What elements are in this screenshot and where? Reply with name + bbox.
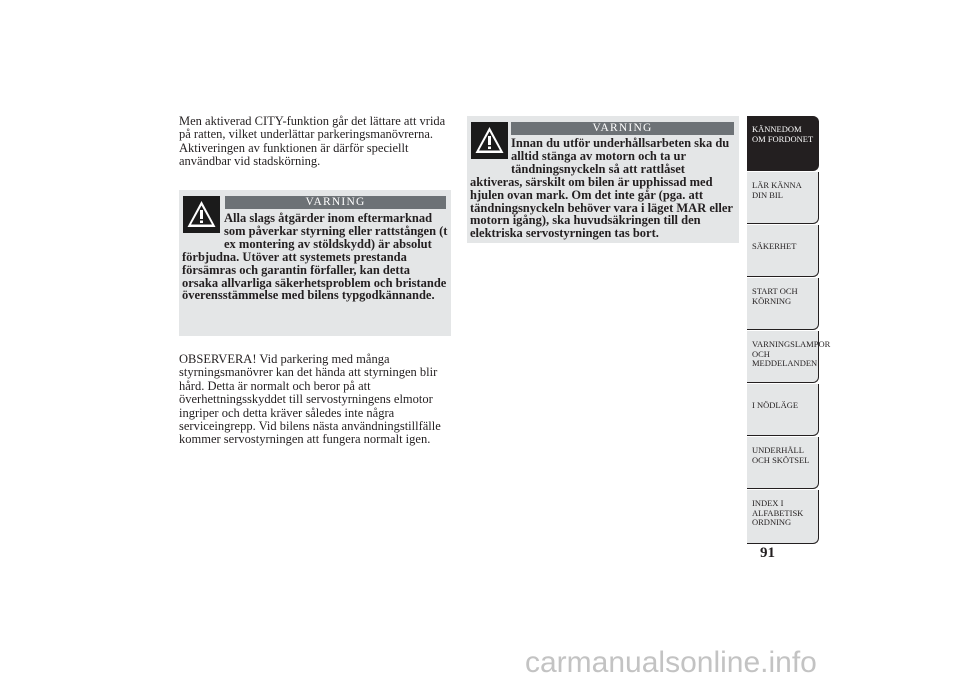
tab-underhall-och-skotsel[interactable]: UNDERHÅLL OCH SKÖTSEL [747,437,819,489]
warning-header: VARNING [225,196,446,209]
tab-lar-kanna-din-bil[interactable]: LÄR KÄNNA DIN BIL [747,172,819,224]
warning-box-modifications [179,190,451,336]
watermark: carmanualsonline.info [525,646,817,679]
page-number: 91 [760,545,775,561]
warning-box-maintenance [467,116,739,243]
tab-kannedom-om-fordonet[interactable]: KÄNNEDOM OM FORDONET [747,116,819,171]
tab-i-nodlage[interactable]: I NÖDLÄGE [747,384,819,436]
warning-text: Innan du utför underhållsarbeten ska du alltid stänga av motorn och ta ur tändningsnyckeln så att rattlåset aktiveras, särskilt om bilen är upphissad med hjulen ovan mark. Om det inte går (pga. att tändningsnyckeln behöver vara i läget MAR eller motorn igång), ska huvudsäkringen till den elektriska servostyrningen tas bort. [470,136,733,241]
tab-varningslampor[interactable]: VARNINGSLAMPOR OCH MEDDELANDEN [747,331,819,383]
warning-header: VARNING [511,122,734,135]
note-paragraph: OBSERVERA! Vid parkering med många styrningsmanövrer kan det hända att styrningen blir hård. Detta är normalt och beror på att överhettningsskyddet till servostyrningens elmotor ingriper och detta kräver således inte några serviceingrepp. Vid bilens nästa användningstillfälle kommer servostyrningen att fungera normalt igen. [179,352,441,447]
intro-paragraph: Men aktiverad CITY-funktion går det lättare att vrida på ratten, vilket underlättar parkeringsmanövrerna. Aktiveringen av funktionen är därför speciellt användbar vid stadskörning. [179,114,446,169]
tab-index[interactable]: INDEX I ALFABETISK ORDNING [747,490,819,544]
warning-text: Alla slags åtgärder inom eftermarknad som påverkar styrning eller rattstången (t ex montering av stöldskydd) är absolut förbjudna. Utöver att systemets prestanda försämras och garantin förfaller, kan detta orsaka allvarliga säkerhetsproblem och bristande överensstämmelse med bilens typgodkännande. [182,211,448,303]
tab-sakerhet[interactable]: SÄKERHET [747,225,819,277]
tab-start-och-korning[interactable]: START OCH KÖRNING [747,278,819,330]
